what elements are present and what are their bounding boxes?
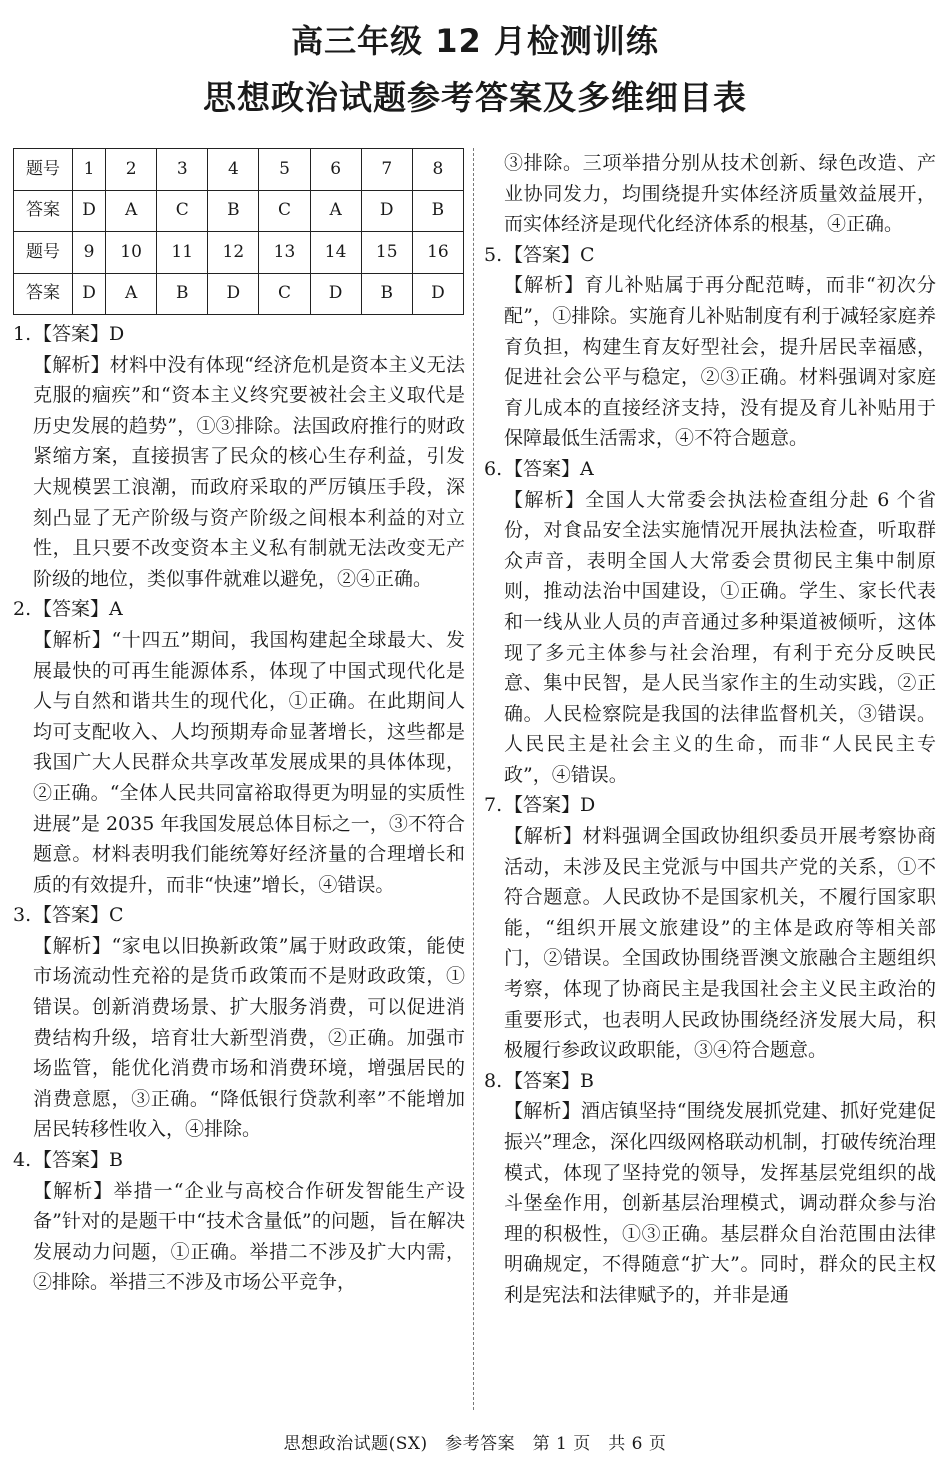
row-label: 题号 [14,149,73,191]
table-row [14,232,464,274]
table-cell: C [259,190,310,232]
question-5 [484,240,936,454]
table-cell: C [157,190,208,232]
answer-label: 【答案】C [504,243,595,266]
table-cell: 8 [412,149,463,191]
table-cell: 6 [310,149,361,191]
table-cell: 11 [157,232,208,274]
table-cell: D [73,190,106,232]
table-cell: B [157,273,208,315]
question-number: 6. [484,457,503,480]
answer-label: 【答案】A [504,457,594,480]
question-number: 3. [13,904,32,927]
row-label: 答案 [14,190,73,232]
question-number: 8. [484,1069,503,1092]
table-cell: 7 [361,149,412,191]
analysis-text: 【解析】“家电以旧换新政策”属于财政政策，能使市场流动性充裕的是货币政策而不是财政政策，①错误。创新消费场景、扩大服务消费，可以促进消费结构升级，培育壮大新型消费，②正确。加强市场监管，能优化消费市场和消费环境，增强居民的消费意愿，③正确。“降低银行贷款利率”不能增加居民转移性收入，④排除。 [33,934,465,1141]
table-cell: D [208,273,259,315]
answer-label: 【答案】D [33,323,125,345]
table-row [14,190,464,232]
table-cell: 4 [208,149,259,191]
page-title: 高三年级 12 月检测训练 [291,22,659,60]
table-cell: D [412,273,463,315]
table-cell: 1 [73,149,106,191]
page-footer: 思想政治试题(SX) 参考答案 第 1 页 共 6 页 [283,1434,667,1454]
answer-label: 【答案】B [504,1069,594,1092]
answer-table [13,148,464,315]
row-label: 题号 [14,232,73,274]
table-cell: 9 [73,232,106,274]
table-cell: 10 [106,232,157,274]
table-cell: 16 [412,232,463,274]
answer-label: 【答案】B [33,1149,123,1172]
table-cell: B [412,190,463,232]
right-column [484,148,936,1311]
table-row [14,273,464,315]
answer-label: 【答案】D [504,794,596,817]
question-4 [13,1145,465,1298]
table-cell: B [208,190,259,232]
table-cell: 12 [208,232,259,274]
analysis-text: 【解析】举措一“企业与高校合作研发智能生产设备”针对的是题干中“技术含量低”的问题，旨在解决发展动力问题，①正确。举措二不涉及扩大内需，②排除。举措三不涉及市场公平竞争， [33,1179,465,1294]
table-cell: 3 [157,149,208,191]
table-cell: 13 [259,232,310,274]
analysis-text: 【解析】酒店镇坚持“围绕发展抓党建、抓好党建促振兴”理念，深化四级网格联动机制，打破传统治理模式，体现了坚持党的领导，发挥基层党组织的战斗堡垒作用，创新基层治理模式，调动群众参与治理的积极性，①③正确。基层群众自治范围由法律明确规定，不得随意“扩大”。同时，群众的民主权利是宪法和法律赋予的，并非是通 [504,1100,936,1306]
question-6 [484,454,936,791]
table-cell: D [310,273,361,315]
answer-label: 【答案】A [33,598,123,621]
question-4-continued: ③排除。三项举措分别从技术创新、绿色改造、产业协同发力，均围绕提升实体经济质量效益展开，而实体经济是现代化经济体系的根基，④正确。 [504,152,936,236]
table-cell: C [259,273,310,315]
analysis-text: 【解析】材料强调全国政协组织委员开展考察协商活动，未涉及民主党派与中国共产党的关系，①不符合题意。人民政协不是国家机关，不履行国家职能，“组织开展文旅建设”的主体是政府等相关部门，②错误。全国政协围绕晋澳文旅融合主题组织考察，体现了协商民主是我国社会主义民主政治的重要形式，也表明人民政协围绕经济发展大局，积极履行参政议政职能，③④符合题意。 [504,825,936,1062]
question-7 [484,790,936,1065]
table-cell: A [106,273,157,315]
analysis-text: 【解析】育儿补贴属于再分配范畴，而非“初次分配”，①排除。实施育儿补贴制度有利于减轻家庭养育负担，构建生育友好型社会，提升居民幸福感，促进社会公平与稳定，②③正确。材料强调对家庭育儿成本的直接经济支持，没有提及育儿补贴用于保障最低生活需求，④不符合题意。 [504,274,936,450]
analysis-text: 【解析】材料中没有体现“经济危机是资本主义无法克服的痼疾”和“资本主义终究要被社会主义取代是历史发展的趋势”，①③排除。法国政府推行的财政紧缩方案，直接损害了民众的核心生存利益，引发大规模罢工浪潮，而政府采取的严厉镇压手段，深刻凸显了无产阶级与资产阶级之间根本利益的对立性，且只要不改变资本主义私有制就无法改变无产阶级的地位，类似事件就难以避免，②④正确。 [33,353,465,590]
page-subtitle: 思想政治试题参考答案及多维细目表 [203,78,747,117]
table-cell: 15 [361,232,412,274]
row-label: 答案 [14,273,73,315]
question-number: 1. [13,323,32,345]
table-cell: 5 [259,149,310,191]
question-1 [13,319,465,594]
column-divider [473,148,474,1410]
analysis-text: 【解析】“十四五”期间，我国构建起全球最大、发展最快的可再生能源体系，体现了中国式现代化是人与自然和谐共生的现代化，①正确。在此期间人均可支配收入、人均预期寿命显著增长，这些都是我国广大人民群众共享改革发展成果的具体体现，②正确。“全体人民共同富裕取得更为明显的实质性进展”是 2035 年我国发展总体目标之一，③不符合题意。材料表明我们能统筹好经济量的合理增长和质的有效提升，而非“快速”增长，④错误。 [33,628,465,896]
table-cell: A [310,190,361,232]
question-number: 5. [484,243,503,266]
table-cell: D [73,273,106,315]
question-8 [484,1066,936,1311]
question-number: 7. [484,794,503,817]
table-row [14,149,464,191]
question-number: 4. [13,1149,32,1172]
table-cell: D [361,190,412,232]
analysis-text: 【解析】全国人大常委会执法检查组分赴 6 个省份，对食品安全法实施情况开展执法检查，听取群众声音，表明全国人大常委会贯彻民主集中制原则，推动法治中国建设，①正确。学生、家长代表和一线从业人员的声音通过多种渠道被倾听，这体现了多元主体参与社会治理，有利于充分反映民意、集中民智，是人民当家作主的生动实践，②正确。人民检察院是我国的法律监督机关，③错误。人民民主是社会主义的生命，而非“人民民主专政”，④错误。 [504,488,936,786]
table-cell: B [361,273,412,315]
table-cell: A [106,190,157,232]
question-3 [13,900,465,1145]
answer-label: 【答案】C [33,904,124,927]
table-cell: 14 [310,232,361,274]
question-2 [13,594,465,900]
table-cell: 2 [106,149,157,191]
left-column [13,148,465,1298]
question-number: 2. [13,598,32,621]
